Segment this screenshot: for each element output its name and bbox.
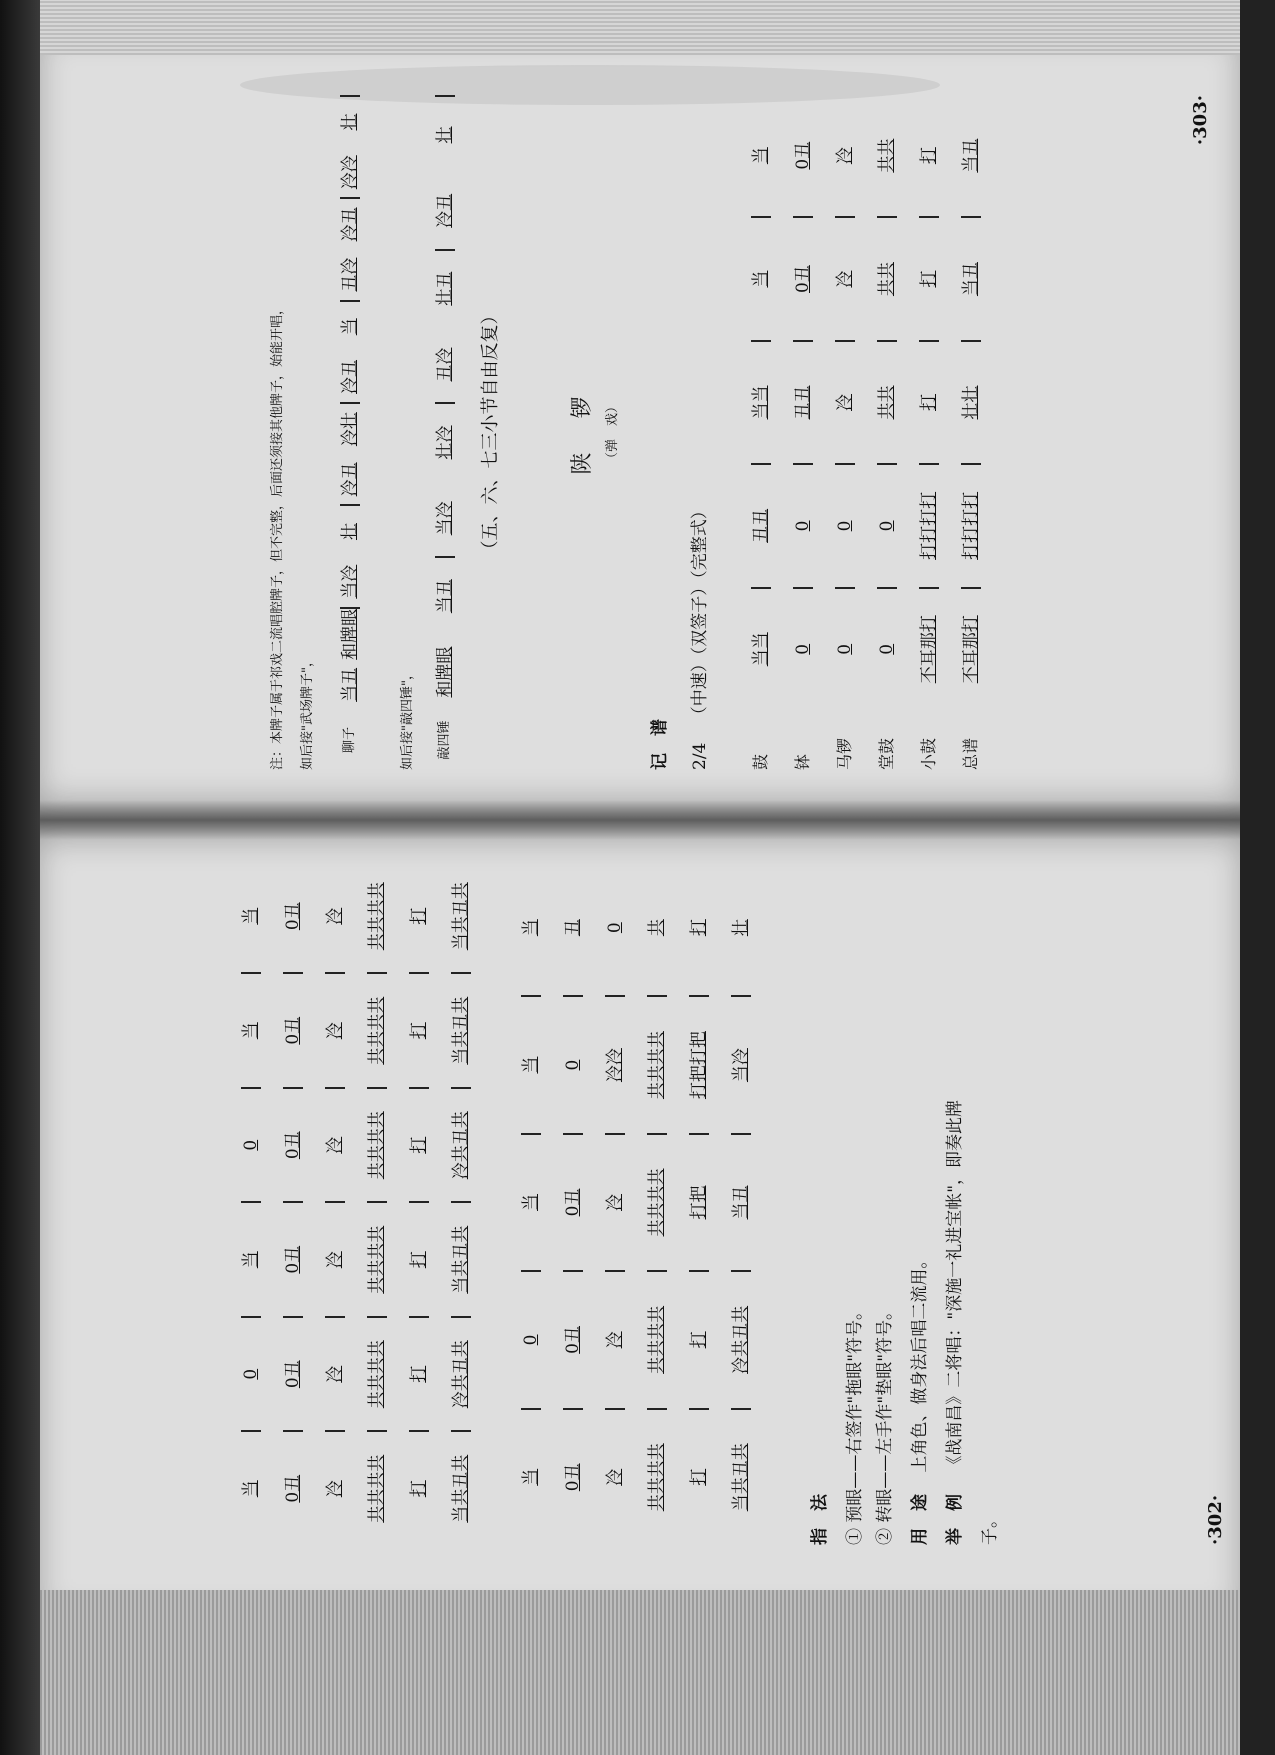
score-cell: 共共共共 bbox=[647, 1408, 667, 1545]
ju-li-end: 子。 bbox=[980, 1511, 1000, 1545]
score-cell: 不耳那打 bbox=[961, 587, 981, 710]
score-cell: 冷 bbox=[325, 1087, 345, 1202]
score-cell: 0丑 bbox=[282, 902, 303, 931]
score-cell: 共 bbox=[646, 919, 667, 937]
score-cell: 当丑 bbox=[731, 1133, 751, 1270]
score-cell: 0 bbox=[521, 1270, 541, 1407]
score-row bbox=[678, 860, 720, 1545]
score-cell: 丑丑 bbox=[751, 463, 771, 586]
score-cell: 0丑 bbox=[283, 1431, 303, 1546]
score-cell: 0丑 bbox=[793, 216, 813, 339]
notation-cell: 冷丑 bbox=[340, 197, 360, 249]
notation-cell: 和牌眼 bbox=[435, 646, 455, 698]
page-number-303: ·303· bbox=[1190, 95, 1211, 146]
notation-cell: 壮冷 bbox=[435, 403, 455, 481]
instrument-label: 马锣 bbox=[835, 737, 855, 770]
notation-cell: 冷丑 bbox=[340, 462, 360, 497]
score-cell: 打把打把 bbox=[689, 995, 709, 1132]
score-cell: 共共共共 bbox=[367, 1087, 387, 1202]
score-row bbox=[636, 860, 678, 1545]
score-cell: 打 bbox=[688, 919, 709, 937]
score-cell: 当丑 bbox=[961, 216, 981, 339]
score-cell: 当共丑共 bbox=[451, 1202, 471, 1317]
score-row bbox=[552, 860, 594, 1545]
score-table-303 bbox=[740, 55, 992, 820]
score-cell: 当 bbox=[750, 147, 771, 165]
instrument-label: 总谱 bbox=[961, 737, 981, 770]
score-cell: 0丑 bbox=[563, 1133, 583, 1270]
score-cell: 当 bbox=[521, 1408, 541, 1545]
notation-cell: 当 bbox=[340, 300, 360, 352]
score-cell: 共共共共 bbox=[647, 1270, 667, 1407]
notation-line-b-row bbox=[435, 95, 455, 770]
notation-cell: 壮丑 bbox=[435, 249, 455, 327]
zhi-fa-heading: 指 法 bbox=[810, 1494, 830, 1545]
page-302 bbox=[40, 820, 1240, 1595]
score-cell: 壮 bbox=[730, 919, 751, 937]
score-cell: 0丑 bbox=[283, 973, 303, 1088]
score-row bbox=[440, 860, 482, 1545]
score-cell: 当 bbox=[241, 973, 261, 1088]
score-cell: 冷 bbox=[325, 1316, 345, 1431]
book-spine-edge bbox=[0, 0, 40, 1755]
score-cell: 当 bbox=[521, 1133, 541, 1270]
notation-cell: 壮 bbox=[340, 504, 360, 556]
score-cell: 0丑 bbox=[563, 1408, 583, 1545]
score-cell: 0丑 bbox=[563, 1270, 583, 1407]
zhi-fa-item-2: ② 转眼——左手作"垫眼"符号。 bbox=[875, 1302, 895, 1545]
instrument-label: 堂鼓 bbox=[877, 737, 897, 770]
score-cell: 当 bbox=[751, 216, 771, 339]
notation-label: 敲四锤 bbox=[437, 720, 453, 760]
score-cell: 冷 bbox=[605, 1133, 625, 1270]
notation-cell: 丑冷 bbox=[435, 347, 455, 382]
instrument-label: 鼓 bbox=[751, 753, 771, 770]
score-cell: 0 bbox=[835, 587, 855, 710]
book-gutter bbox=[40, 800, 1240, 840]
score-cell: 0丑 bbox=[283, 1087, 303, 1202]
page-303 bbox=[40, 55, 1240, 820]
score-cell: 共共共共 bbox=[366, 882, 387, 951]
notation-cell: 冷丑 bbox=[340, 359, 360, 394]
score-cell: 丑 bbox=[562, 919, 583, 937]
notation-cell: 当丑 bbox=[435, 556, 455, 634]
score-cell: 冷 bbox=[835, 216, 855, 339]
score-cell: 冷 bbox=[324, 907, 345, 925]
instrument-label: 小鼓 bbox=[919, 737, 939, 770]
score-cell: 冷共丑共 bbox=[731, 1270, 751, 1407]
notation-cell: 和牌眼 bbox=[340, 608, 360, 660]
score-row bbox=[594, 860, 636, 1545]
notation-cell: 当丑 bbox=[340, 667, 360, 702]
score-cell: 当共丑共 bbox=[450, 882, 471, 951]
score-row bbox=[824, 95, 866, 770]
score-table-302-b bbox=[510, 820, 762, 1595]
ju-li-line bbox=[945, 820, 965, 1595]
score-row bbox=[272, 860, 314, 1545]
score-cell: 共共 bbox=[877, 340, 897, 463]
score-row bbox=[908, 95, 950, 770]
notation-cell: 壮 bbox=[435, 95, 455, 173]
score-cell: 当冷 bbox=[731, 995, 751, 1132]
notation-label-text: 记 谱 bbox=[650, 719, 670, 770]
score-cell: 0 bbox=[563, 995, 583, 1132]
score-cell: 0丑 bbox=[283, 1202, 303, 1317]
score-cell: 打把 bbox=[689, 1133, 709, 1270]
score-cell: 当当 bbox=[751, 587, 771, 710]
score-cell: 打 bbox=[409, 973, 429, 1088]
score-row bbox=[866, 95, 908, 770]
score-cell: 打 bbox=[409, 1087, 429, 1202]
score-cell: 打 bbox=[689, 1270, 709, 1407]
score-cell: 冷 bbox=[835, 340, 855, 463]
score-cell: 当 bbox=[241, 1431, 261, 1546]
notation-cell: 冷壮 bbox=[340, 402, 360, 454]
score-cell: 0 bbox=[835, 463, 855, 586]
score-row bbox=[740, 95, 782, 770]
notation-line-b bbox=[435, 55, 455, 820]
score-cell: 当 bbox=[521, 995, 541, 1132]
notation-cell: 当冷 bbox=[435, 501, 455, 536]
score-cell: 0 bbox=[241, 1087, 261, 1202]
score-cell: 冷共丑共 bbox=[451, 1087, 471, 1202]
score-cell: 共共共共 bbox=[367, 1431, 387, 1546]
notation-cell: 冷冷 bbox=[340, 155, 360, 190]
score-cell: 冷 bbox=[834, 147, 855, 165]
score-cell: 共共共共 bbox=[647, 1133, 667, 1270]
tempo: （中速）（双签子）（完整式） bbox=[690, 502, 710, 724]
score-cell: 0 bbox=[793, 463, 813, 586]
score-table-302-a bbox=[230, 820, 482, 1595]
page-302-content bbox=[40, 820, 1240, 1595]
note-line-3: 如后接"敲四锤"， bbox=[400, 667, 415, 770]
score-cell: 壮壮 bbox=[961, 340, 981, 463]
score-row bbox=[720, 860, 762, 1545]
score-cell: 共共共共 bbox=[367, 1316, 387, 1431]
score-cell: 打 bbox=[408, 907, 429, 925]
score-row bbox=[398, 860, 440, 1545]
meter-tempo bbox=[690, 55, 710, 820]
note-line-2: 如后接"武场牌子"， bbox=[300, 654, 315, 770]
meter: 2/4 bbox=[690, 742, 710, 770]
score-row bbox=[510, 860, 552, 1545]
yong-tu-label: 用 途 bbox=[910, 1494, 930, 1545]
score-row bbox=[950, 95, 992, 770]
score-cell: 共共共共 bbox=[367, 1202, 387, 1317]
score-cell: 冷冷 bbox=[605, 995, 625, 1132]
score-cell: 当 bbox=[520, 919, 541, 937]
score-row bbox=[230, 860, 272, 1545]
score-cell: 打打打打 bbox=[961, 463, 981, 586]
notation-label bbox=[650, 55, 670, 820]
score-cell: 0 bbox=[793, 587, 813, 710]
notation-cell: 当冷 bbox=[340, 564, 360, 599]
score-cell: 当 bbox=[241, 1202, 261, 1317]
score-cell: 0 bbox=[877, 463, 897, 586]
note-line-1: 注：本牌子属于祁戏二流唱腔牌子，但不完整，后面还须接其他牌子，始能开唱， bbox=[270, 301, 285, 770]
section-note: （五、六、七三小节自由反复） bbox=[480, 306, 501, 559]
page-number-302: ·302· bbox=[1205, 1494, 1226, 1545]
page-303-content bbox=[40, 55, 1240, 820]
score-cell: 0丑 bbox=[792, 141, 813, 170]
score-cell: 打 bbox=[409, 1202, 429, 1317]
ju-li-label: 举 例 bbox=[945, 1494, 965, 1545]
score-cell: 冷共丑共 bbox=[451, 1316, 471, 1431]
score-cell: 冷 bbox=[605, 1408, 625, 1545]
score-cell: 当共丑共 bbox=[731, 1408, 751, 1545]
score-cell: 打 bbox=[409, 1431, 429, 1546]
score-cell: 冷 bbox=[605, 1270, 625, 1407]
score-cell: 当 bbox=[240, 907, 261, 925]
score-cell: 共共共共 bbox=[367, 973, 387, 1088]
score-cell: 当丑 bbox=[960, 138, 981, 173]
score-cell: 打 bbox=[919, 216, 939, 339]
yong-tu-line bbox=[910, 820, 930, 1595]
notation-label: 聊子 bbox=[342, 727, 358, 754]
score-cell: 当共丑共 bbox=[451, 973, 471, 1088]
score-cell: 打 bbox=[409, 1316, 429, 1431]
page-edges-bottom bbox=[40, 1590, 1240, 1755]
ju-li-text: 《战南昌》二将唱："深施一礼进宝帐"，即奏此牌 bbox=[945, 1099, 965, 1473]
score-cell: 打 bbox=[689, 1408, 709, 1545]
notation-line-a bbox=[340, 55, 360, 820]
zhi-fa-item-1: ① 预眼——右签作"拖眼"符号。 bbox=[845, 1302, 865, 1545]
score-row bbox=[782, 95, 824, 770]
section-subtitle: （弹 戏） bbox=[605, 400, 620, 466]
score-cell: 冷 bbox=[325, 1202, 345, 1317]
score-cell: 不耳那打 bbox=[919, 587, 939, 710]
score-cell: 冷 bbox=[325, 973, 345, 1088]
score-cell: 共共 bbox=[877, 216, 897, 339]
score-cell: 0丑 bbox=[283, 1316, 303, 1431]
score-cell: 打 bbox=[918, 147, 939, 165]
score-cell: 当共丑共 bbox=[451, 1431, 471, 1546]
score-cell: 0 bbox=[877, 587, 897, 710]
score-cell: 0 bbox=[604, 922, 625, 934]
score-row bbox=[356, 860, 398, 1545]
score-cell: 共共 bbox=[876, 138, 897, 173]
score-cell: 打打打打 bbox=[919, 463, 939, 586]
score-cell: 丑丑 bbox=[793, 340, 813, 463]
score-cell: 共共共共 bbox=[647, 995, 667, 1132]
yong-tu-text: 上角色、做身法后唱二流用。 bbox=[910, 1251, 930, 1473]
page-edges-top bbox=[40, 0, 1240, 55]
notation-line-a-row bbox=[340, 95, 360, 770]
notation-cell: 壮 bbox=[340, 95, 360, 147]
section-title: 陕 锣 bbox=[570, 390, 595, 475]
score-cell: 冷 bbox=[325, 1431, 345, 1546]
score-row bbox=[314, 860, 356, 1545]
notation-cell: 丑冷 bbox=[340, 257, 360, 292]
score-cell: 打 bbox=[919, 340, 939, 463]
score-cell: 0 bbox=[241, 1316, 261, 1431]
instrument-label: 钵 bbox=[793, 753, 813, 770]
notation-cell: 冷丑 bbox=[435, 193, 455, 228]
score-cell: 当当 bbox=[751, 340, 771, 463]
